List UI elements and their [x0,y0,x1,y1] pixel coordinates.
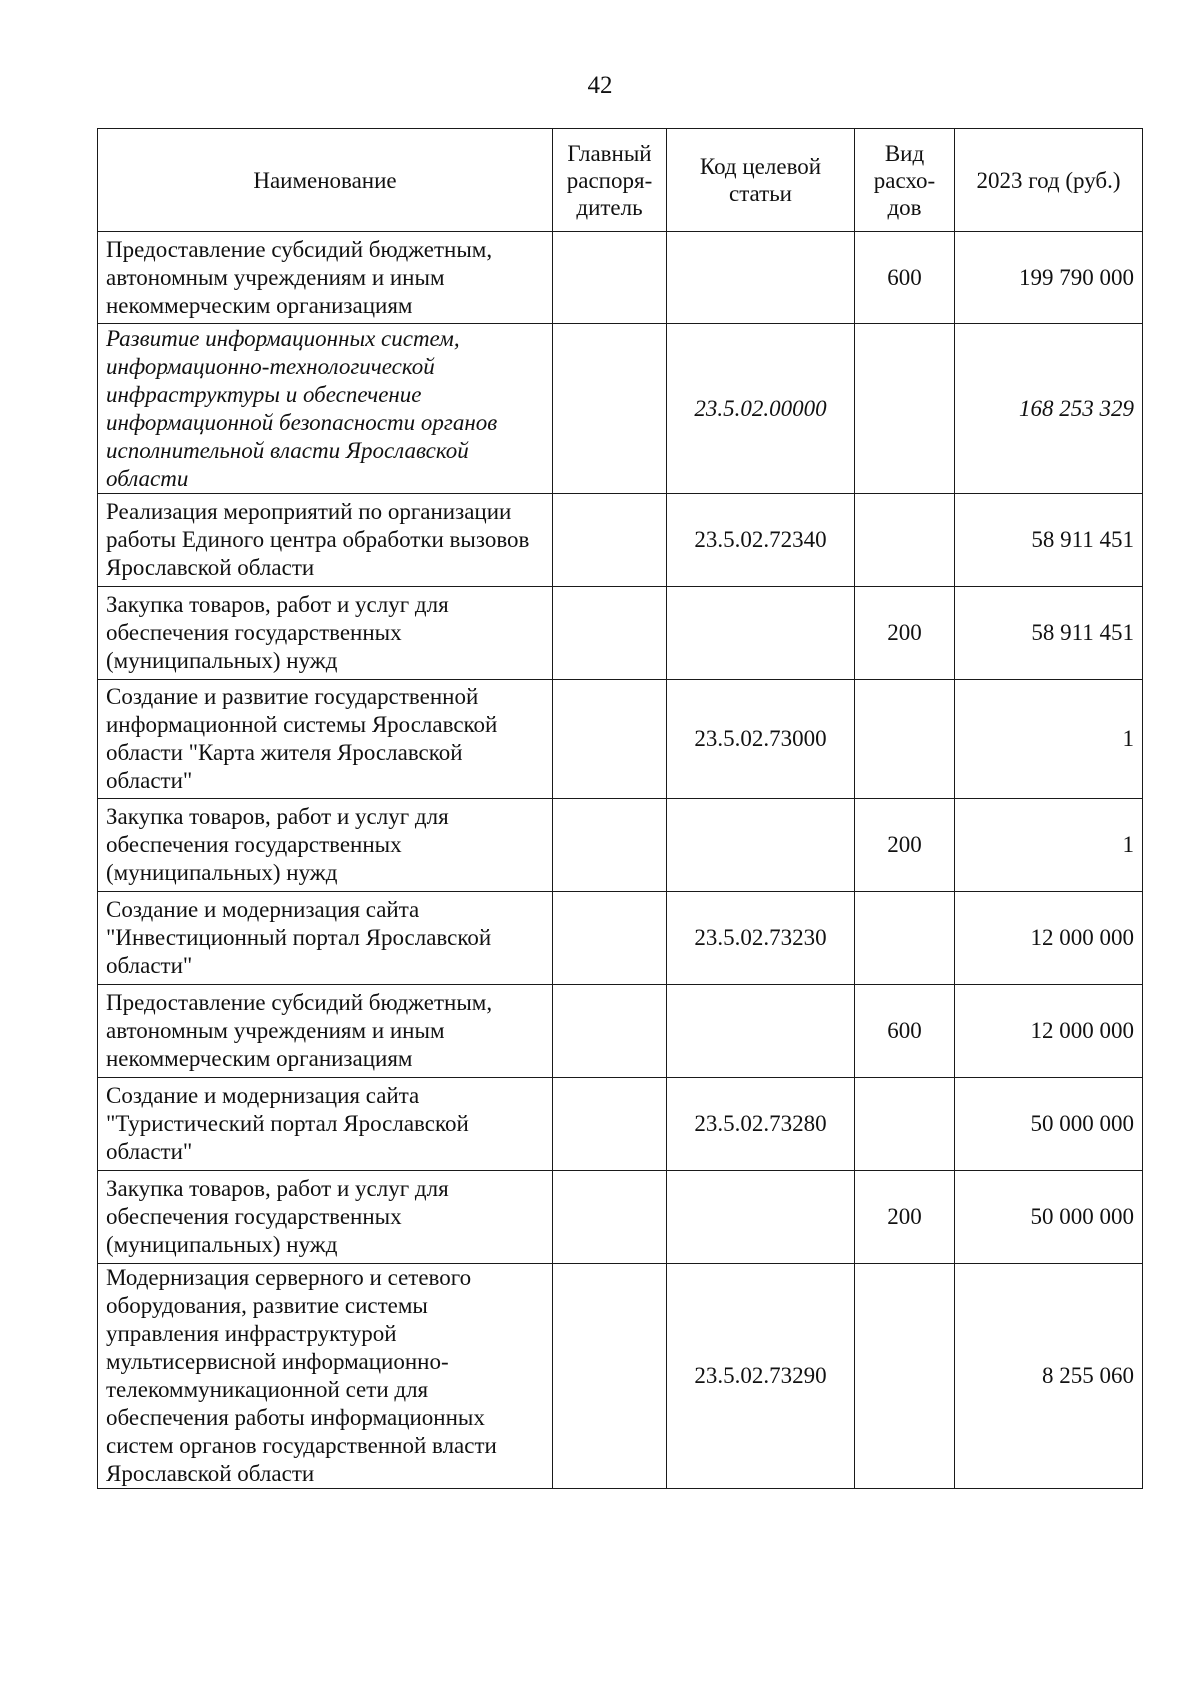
row-type-cell [855,1078,955,1171]
row-name-cell: Создание и модернизация сайта "Инвестиционный портал Ярославской области" [98,892,553,985]
row-type-cell [855,1264,955,1489]
row-name-cell: Реализация мероприятий по организации работы Единого центра обработки вызовов Ярославской области [98,494,553,587]
row-amount-cell: 50 000 000 [955,1078,1143,1171]
table-row [98,1078,1143,1171]
row-code-cell: 23.5.02.73280 [667,1078,855,1171]
row-code-cell: 23.5.02.00000 [667,324,855,494]
row-code-cell [667,1171,855,1264]
row-type-cell: 200 [855,1171,955,1264]
row-type-cell [855,892,955,985]
row-type-cell: 200 [855,799,955,892]
header-amount-2023: 2023 год (руб.) [955,129,1143,232]
table-row [98,985,1143,1078]
row-code-cell: 23.5.02.73290 [667,1264,855,1489]
row-admin-cell [553,1171,667,1264]
row-name-cell: Закупка товаров, работ и услуг для обеспечения государственных (муниципальных) нужд [98,587,553,680]
row-admin-cell [553,494,667,587]
row-amount-cell: 8 255 060 [955,1264,1143,1489]
row-name-cell: Предоставление субсидий бюджетным, автономным учреждениям и иным некоммерческим организациям [98,232,553,324]
row-amount-cell: 1 [955,680,1143,799]
row-code-cell [667,799,855,892]
table-header-row [98,129,1143,232]
row-code-cell: 23.5.02.72340 [667,494,855,587]
row-admin-cell [553,232,667,324]
table-row [98,1264,1143,1489]
row-type-cell: 200 [855,587,955,680]
row-name-cell: Создание и модернизация сайта "Туристический портал Ярославской области" [98,1078,553,1171]
table-row [98,892,1143,985]
row-admin-cell [553,985,667,1078]
table-row [98,494,1143,587]
row-type-cell [855,494,955,587]
row-admin-cell [553,892,667,985]
row-admin-cell [553,1078,667,1171]
table-row [98,680,1143,799]
row-admin-cell [553,587,667,680]
row-code-cell [667,232,855,324]
row-amount-cell: 199 790 000 [955,232,1143,324]
table-row [98,587,1143,680]
table-body [98,232,1143,1489]
row-name-cell: Закупка товаров, работ и услуг для обеспечения государственных (муниципальных) нужд [98,799,553,892]
row-code-cell: 23.5.02.73000 [667,680,855,799]
row-type-cell: 600 [855,232,955,324]
row-code-cell [667,985,855,1078]
row-amount-cell: 12 000 000 [955,892,1143,985]
row-admin-cell [553,1264,667,1489]
row-code-cell: 23.5.02.73230 [667,892,855,985]
row-amount-cell: 50 000 000 [955,1171,1143,1264]
row-amount-cell: 58 911 451 [955,587,1143,680]
header-target-code: Код целевой статьи [667,129,855,232]
header-expense-type: Вид расхо-дов [855,129,955,232]
row-name-cell: Предоставление субсидий бюджетным, автономным учреждениям и иным некоммерческим организациям [98,985,553,1078]
table-row [98,324,1143,494]
row-name-cell: Создание и развитие государственной информационной системы Ярославской области "Карта жителя Ярославской области" [98,680,553,799]
row-amount-cell: 168 253 329 [955,324,1143,494]
row-admin-cell [553,680,667,799]
row-name-cell: Развитие информационных систем, информационно-технологической инфраструктуры и обеспечение информационной безопасности органов исполнительной власти Ярославской области [98,324,553,494]
row-amount-cell: 58 911 451 [955,494,1143,587]
page-number: 42 [587,72,613,99]
row-name-cell: Закупка товаров, работ и услуг для обеспечения государственных (муниципальных) нужд [98,1171,553,1264]
row-type-cell [855,324,955,494]
table-row [98,1171,1143,1264]
row-type-cell [855,680,955,799]
header-name: Наименование [98,129,553,232]
header-chief-administrator: Главный распоря-дитель [553,129,667,232]
table-row [98,799,1143,892]
row-amount-cell: 12 000 000 [955,985,1143,1078]
row-code-cell [667,587,855,680]
row-admin-cell [553,324,667,494]
row-admin-cell [553,799,667,892]
row-name-cell: Модернизация серверного и сетевого оборудования, развитие системы управления инфраструктурой мультисервисной информационно-телекоммуникационной сети для обеспечения работы информационных систем органов государственной власти Ярославской области [98,1264,553,1489]
row-amount-cell: 1 [955,799,1143,892]
table-row [98,232,1143,324]
row-type-cell: 600 [855,985,955,1078]
budget-table [97,128,1143,1489]
